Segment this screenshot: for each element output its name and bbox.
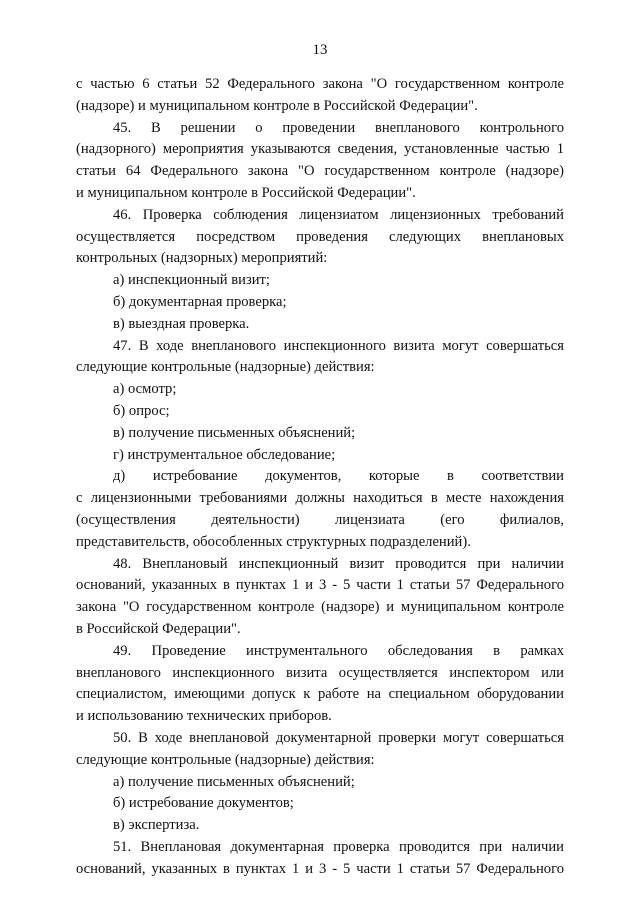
paragraph [76, 270, 564, 292]
text-line: 46. Проверка соблюдения лицензиатом лицензионных требований [113, 206, 564, 223]
text-line: осуществляется посредством проведения следующих внеплановых [76, 228, 564, 245]
paragraph [76, 793, 564, 815]
text-line: д) истребование документов, которые в соответствии [113, 468, 564, 485]
text-line: а) получение письменных объяснений; [113, 773, 355, 790]
text-line: 51. Внеплановая документарная проверка проводится при наличии [113, 838, 564, 855]
paragraph [76, 336, 564, 380]
text-line: б) опрос; [113, 402, 170, 419]
text-line: следующие контрольные (надзорные) действия: [76, 359, 375, 376]
text-line: в) экспертиза. [113, 817, 200, 834]
text-line: в) выездная проверка. [113, 315, 250, 332]
document-body [76, 74, 564, 880]
text-line: в Российской Федерации". [76, 620, 241, 637]
text-line: с частью 6 статьи 52 Федерального закона "О государственном контроле [76, 76, 564, 92]
paragraph [76, 292, 564, 314]
text-line: закона "О государственном контроле (надзоре) и муниципальном контроле [76, 599, 564, 616]
text-line: б) документарная проверка; [113, 293, 287, 310]
text-line: с лицензионными требованиями должны находиться в месте нахождения [76, 490, 564, 507]
text-line: внепланового инспекционного визита осуществляется инспектором или [76, 664, 564, 681]
text-line: (надзоре) и муниципальном контроле в Российской Федерации". [76, 97, 478, 114]
text-line: а) инспекционный визит; [113, 272, 270, 289]
paragraph [76, 837, 564, 881]
paragraph [76, 772, 564, 794]
text-line: статьи 64 Федерального закона "О государственном контроле (надзоре) [76, 163, 564, 180]
text-line: специалистом, имеющими допуск к работе на специальном оборудовании [76, 686, 564, 703]
paragraph [76, 641, 564, 728]
page-number: 13 [312, 42, 328, 58]
text-line: и муниципальном контроле в Российской Федерации". [76, 184, 416, 201]
paragraph [76, 401, 564, 423]
paragraph [76, 554, 564, 641]
paragraph [76, 423, 564, 445]
paragraph [76, 445, 564, 467]
text-line: (надзорного) мероприятия указываются сведения, установленные частью 1 [76, 141, 564, 158]
text-line: 49. Проведение инструментального обследования в рамках [113, 642, 564, 659]
text-line: 50. В ходе внеплановой документарной проверки могут совершаться [113, 729, 564, 746]
paragraph [76, 728, 564, 772]
text-line: (осуществления деятельности) лицензиата (его филиалов, [76, 511, 564, 528]
paragraph [76, 815, 564, 837]
text-line: следующие контрольные (надзорные) действия: [76, 751, 375, 768]
text-line: 48. Внеплановый инспекционный визит проводится при наличии [113, 555, 564, 572]
text-line: представительств, обособленных структурных подразделений). [76, 533, 471, 550]
text-line: б) истребование документов; [113, 795, 294, 812]
paragraph [76, 118, 564, 205]
text-line: оснований, указанных в пунктах 1 и 3 - 5 части 1 статьи 57 Федерального [76, 860, 564, 877]
paragraph [76, 466, 564, 553]
text-line: 47. В ходе внепланового инспекционного визита могут совершаться [113, 337, 564, 354]
text-line: 45. В решении о проведении внепланового контрольного [113, 119, 564, 136]
text-line: г) инструментальное обследование; [113, 446, 336, 463]
text-line: а) осмотр; [113, 381, 177, 398]
paragraph [76, 379, 564, 401]
text-line: контрольных (надзорных) мероприятий: [76, 250, 328, 267]
paragraph [76, 314, 564, 336]
text-line: оснований, указанных в пунктах 1 и 3 - 5 части 1 статьи 57 Федерального [76, 577, 564, 594]
text-line: в) получение письменных объяснений; [113, 424, 356, 441]
text-line: и использованию технических приборов. [76, 708, 332, 725]
paragraph [76, 74, 564, 118]
paragraph [76, 205, 564, 270]
